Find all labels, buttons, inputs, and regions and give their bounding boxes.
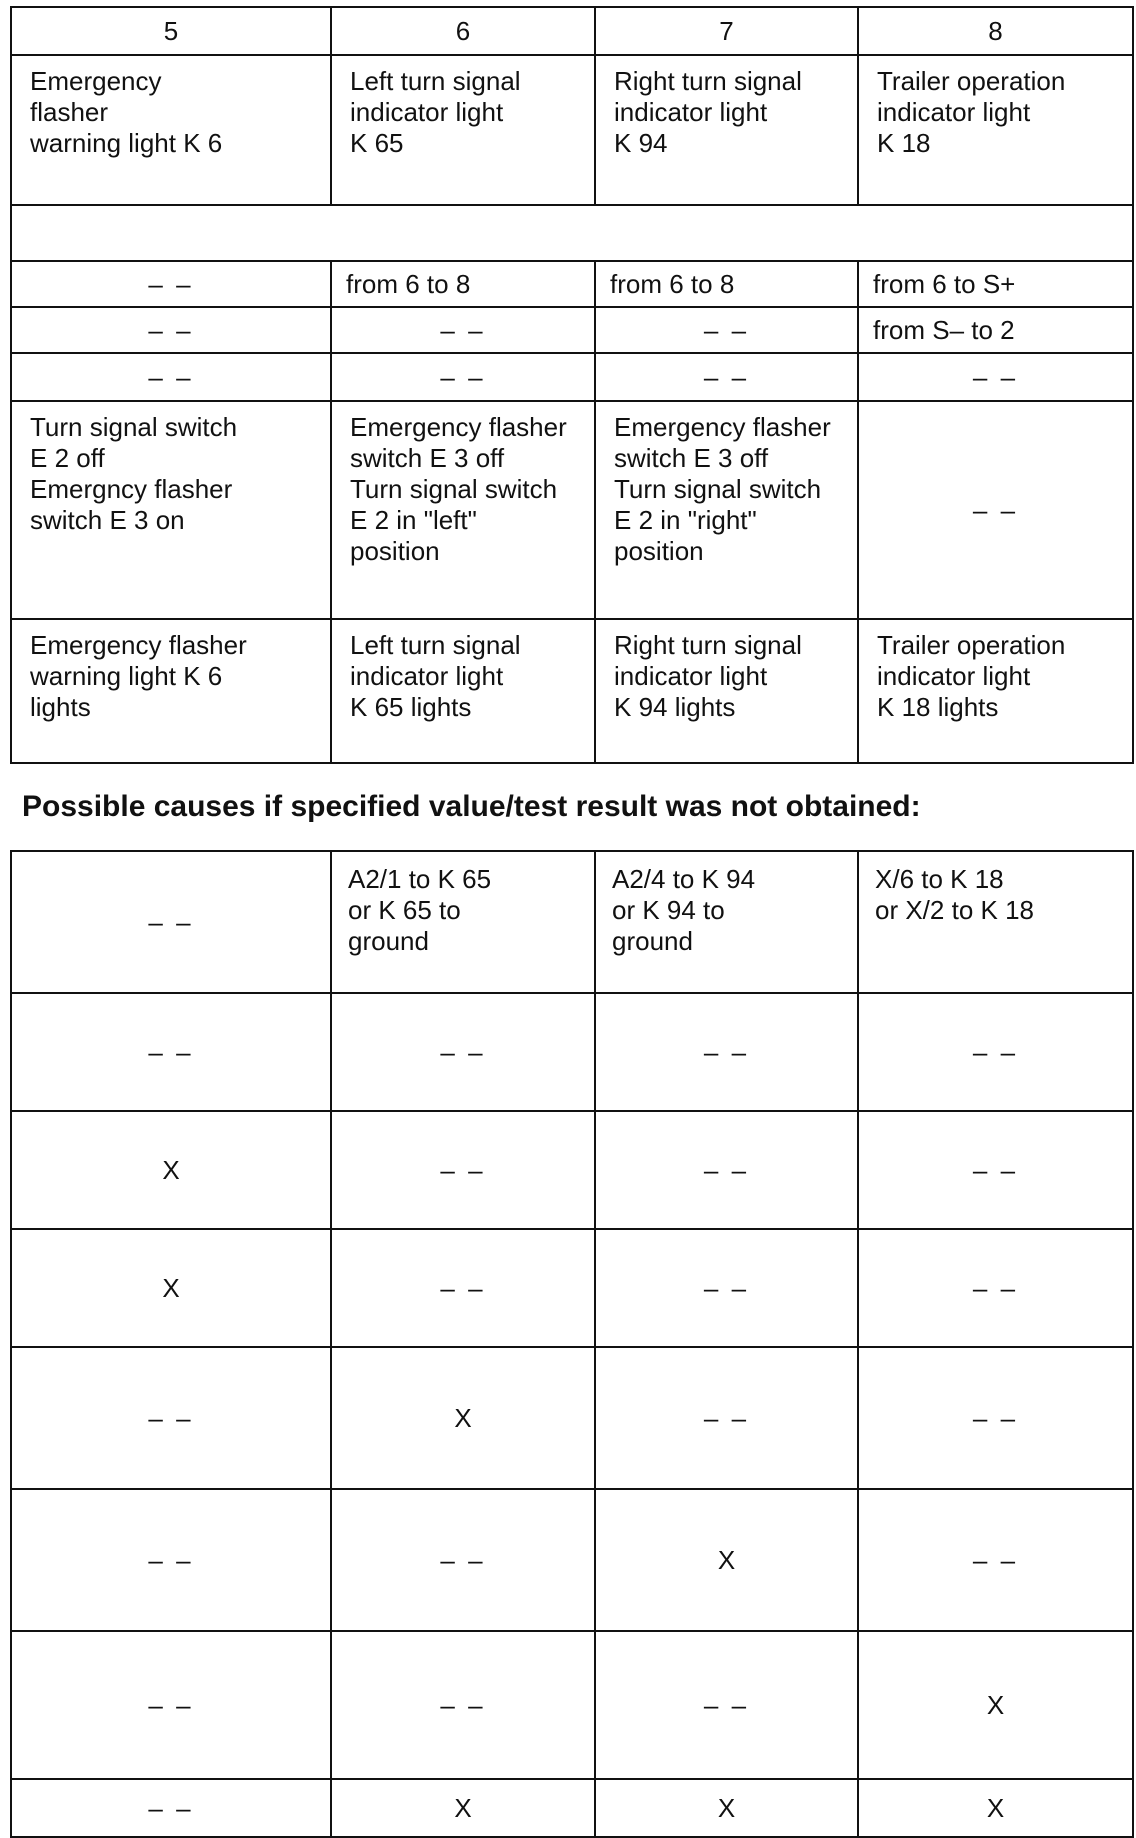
cause-cell: X — [858, 1631, 1133, 1779]
cause-cell: X — [858, 1779, 1133, 1837]
cause-cell: – – — [858, 1347, 1133, 1489]
cause-cell: – – — [11, 1489, 331, 1631]
cause-cell: – – — [11, 1779, 331, 1837]
component-description: Right turn signal indicator light K 94 — [595, 55, 858, 205]
cause-cell: – – — [858, 1111, 1133, 1229]
cause-cell: – – — [11, 851, 331, 993]
cause-cell: X — [595, 1489, 858, 1631]
specified-result: Right turn signal indicator light K 94 lights — [595, 619, 858, 763]
cause-cell: – – — [11, 993, 331, 1111]
column-header: 6 — [331, 7, 595, 55]
test-condition: – – — [858, 401, 1133, 619]
measure-row — [11, 353, 1133, 401]
component-description: Emergency flasher warning light K 6 — [11, 55, 331, 205]
measure-cell: – – — [11, 307, 331, 353]
measure-cell: – – — [595, 307, 858, 353]
cause-cell: – – — [858, 993, 1133, 1111]
cause-cell: X — [11, 1229, 331, 1347]
measure-cell: – – — [331, 353, 595, 401]
blank-separator-cell — [11, 205, 1133, 261]
column-header: 7 — [595, 7, 858, 55]
cause-cell: – – — [11, 1631, 331, 1779]
cause-cell: – – — [331, 1631, 595, 1779]
causes-table — [10, 850, 1134, 1838]
test-condition: Emergency flasher switch E 3 off Turn signal switch E 2 in "left" position — [331, 401, 595, 619]
cause-cell: – – — [595, 1347, 858, 1489]
cause-cell: – – — [11, 1347, 331, 1489]
cause-row — [11, 1111, 1133, 1229]
component-description: Trailer operation indicator light K 18 — [858, 55, 1133, 205]
specified-result: Trailer operation indicator light K 18 lights — [858, 619, 1133, 763]
column-header: 8 — [858, 7, 1133, 55]
cause-cell: – – — [595, 1229, 858, 1347]
cause-cell: X/6 to K 18 or X/2 to K 18 — [858, 851, 1133, 993]
blank-separator-row — [11, 205, 1133, 261]
cause-row — [11, 1347, 1133, 1489]
cause-row — [11, 1229, 1133, 1347]
cause-row — [11, 1631, 1133, 1779]
cause-cell: X — [331, 1347, 595, 1489]
cause-cell: – – — [595, 1631, 858, 1779]
measure-row — [11, 307, 1133, 353]
measure-row — [11, 261, 1133, 307]
column-header: 5 — [11, 7, 331, 55]
cause-cell: X — [595, 1779, 858, 1837]
condition-row — [11, 401, 1133, 619]
specified-result: Left turn signal indicator light K 65 lights — [331, 619, 595, 763]
measure-cell: – – — [595, 353, 858, 401]
cause-cell: – – — [331, 993, 595, 1111]
cause-cell: – – — [595, 1111, 858, 1229]
component-description: Left turn signal indicator light K 65 — [331, 55, 595, 205]
cause-row — [11, 851, 1133, 993]
cause-row — [11, 1489, 1133, 1631]
cause-cell: X — [331, 1779, 595, 1837]
measure-cell: – – — [858, 353, 1133, 401]
measure-cell: – – — [11, 353, 331, 401]
test-condition: Turn signal switch E 2 off Emergncy flasher switch E 3 on — [11, 401, 331, 619]
description-row — [11, 55, 1133, 205]
test-condition: Emergency flasher switch E 3 off Turn signal switch E 2 in "right" position — [595, 401, 858, 619]
result-row — [11, 619, 1133, 763]
causes-title: Possible causes if specified value/test result was not obtained: — [22, 790, 921, 823]
measure-cell: – – — [11, 261, 331, 307]
measure-cell: from 6 to 8 — [595, 261, 858, 307]
cause-cell: X — [11, 1111, 331, 1229]
measure-cell: from 6 to 8 — [331, 261, 595, 307]
cause-cell: – – — [858, 1229, 1133, 1347]
measure-cell: from 6 to S+ — [858, 261, 1133, 307]
cause-cell: – – — [858, 1489, 1133, 1631]
cause-cell: A2/4 to K 94 or K 94 to ground — [595, 851, 858, 993]
measure-cell: from S– to 2 — [858, 307, 1133, 353]
cause-cell: A2/1 to K 65 or K 65 to ground — [331, 851, 595, 993]
specified-result: Emergency flasher warning light K 6 lights — [11, 619, 331, 763]
cause-cell: – – — [331, 1229, 595, 1347]
test-table — [10, 6, 1134, 764]
cause-cell: – – — [331, 1111, 595, 1229]
cause-cell: – – — [331, 1489, 595, 1631]
cause-cell: – – — [595, 993, 858, 1111]
column-header-row — [11, 7, 1133, 55]
measure-cell: – – — [331, 307, 595, 353]
cause-row — [11, 1779, 1133, 1837]
cause-row — [11, 993, 1133, 1111]
